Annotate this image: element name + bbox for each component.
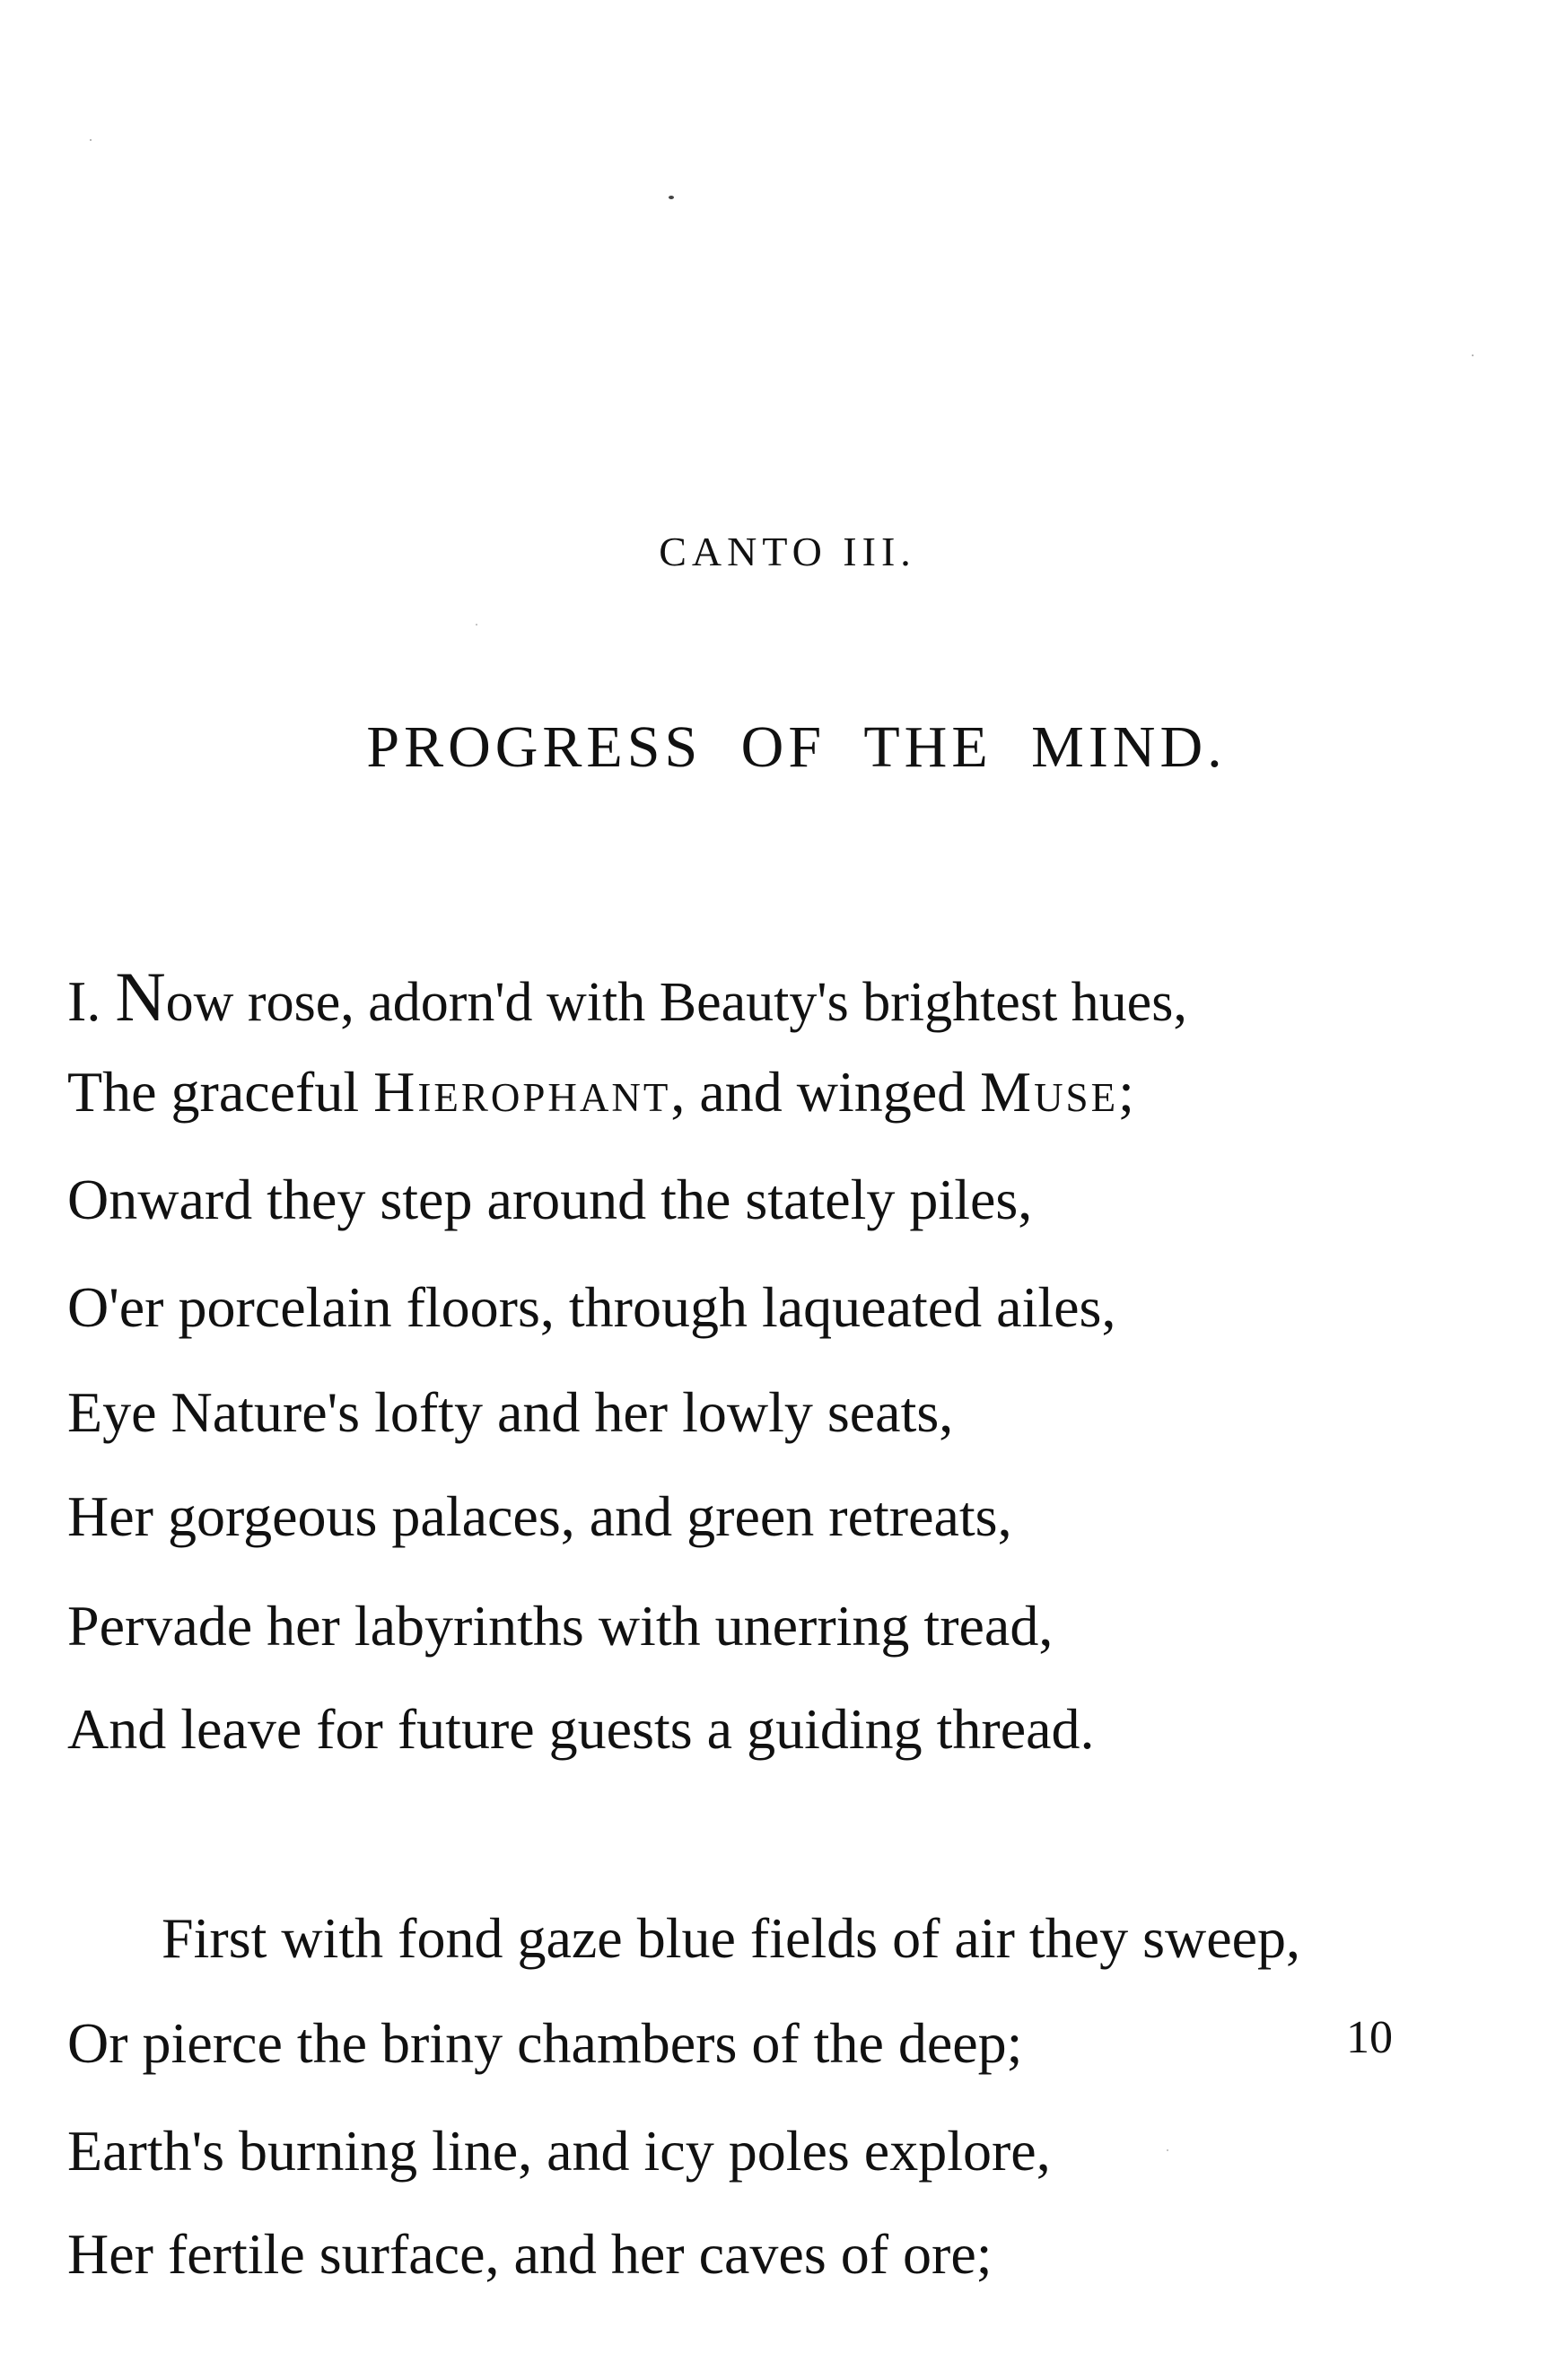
verse-text: The graceful: [67, 1060, 374, 1124]
verse-line: Her gorgeous palaces, and green retreats,: [67, 1484, 1012, 1548]
verse-line: Earth's burning line, and icy poles explore,: [67, 2119, 1051, 2183]
verse-smallcaps: Hierophant: [373, 1060, 671, 1124]
verse-line: Pervade her labyrinths with unerring tread,: [67, 1594, 1054, 1658]
page-title: PROGRESS OF THE MIND.: [366, 714, 1227, 780]
print-speck: [1472, 354, 1474, 356]
print-speck: [669, 196, 674, 199]
verse-text: , and winged: [670, 1060, 981, 1124]
print-speck: [1167, 2149, 1168, 2151]
verse-line: Her fertile surface, and her caves of ore;: [67, 2222, 993, 2286]
print-speck: [90, 139, 92, 141]
verse-text: ;: [1118, 1060, 1134, 1124]
verse-line: Eye Nature's lofty and her lowly seats,: [67, 1380, 954, 1444]
stanza-numeral: I.: [67, 969, 101, 1033]
verse-line: Onward they step around the stately piles,: [67, 1168, 1033, 1231]
verse-smallcaps: Muse: [980, 1060, 1119, 1124]
verse-line: Or pierce the briny chambers of the deep;: [67, 2011, 1023, 2075]
verse-line: O'er porcelain floors, through laqueated ailes,: [67, 1275, 1116, 1339]
line-number: 10: [1346, 2012, 1393, 2063]
verse-line: And leave for future guests a guiding thread.: [67, 1697, 1095, 1761]
verse-line: [67, 958, 1187, 1036]
drop-initial: N: [115, 958, 166, 1036]
print-speck: [476, 624, 477, 626]
verse-line: [67, 1060, 1134, 1124]
verse-line: First with fond gaze blue fields of air they sweep,: [162, 1906, 1300, 1970]
verse-text: ow rose, adorn'd with Beauty's brightest hues,: [165, 972, 1187, 1033]
canto-label: CANTO III.: [659, 529, 916, 574]
